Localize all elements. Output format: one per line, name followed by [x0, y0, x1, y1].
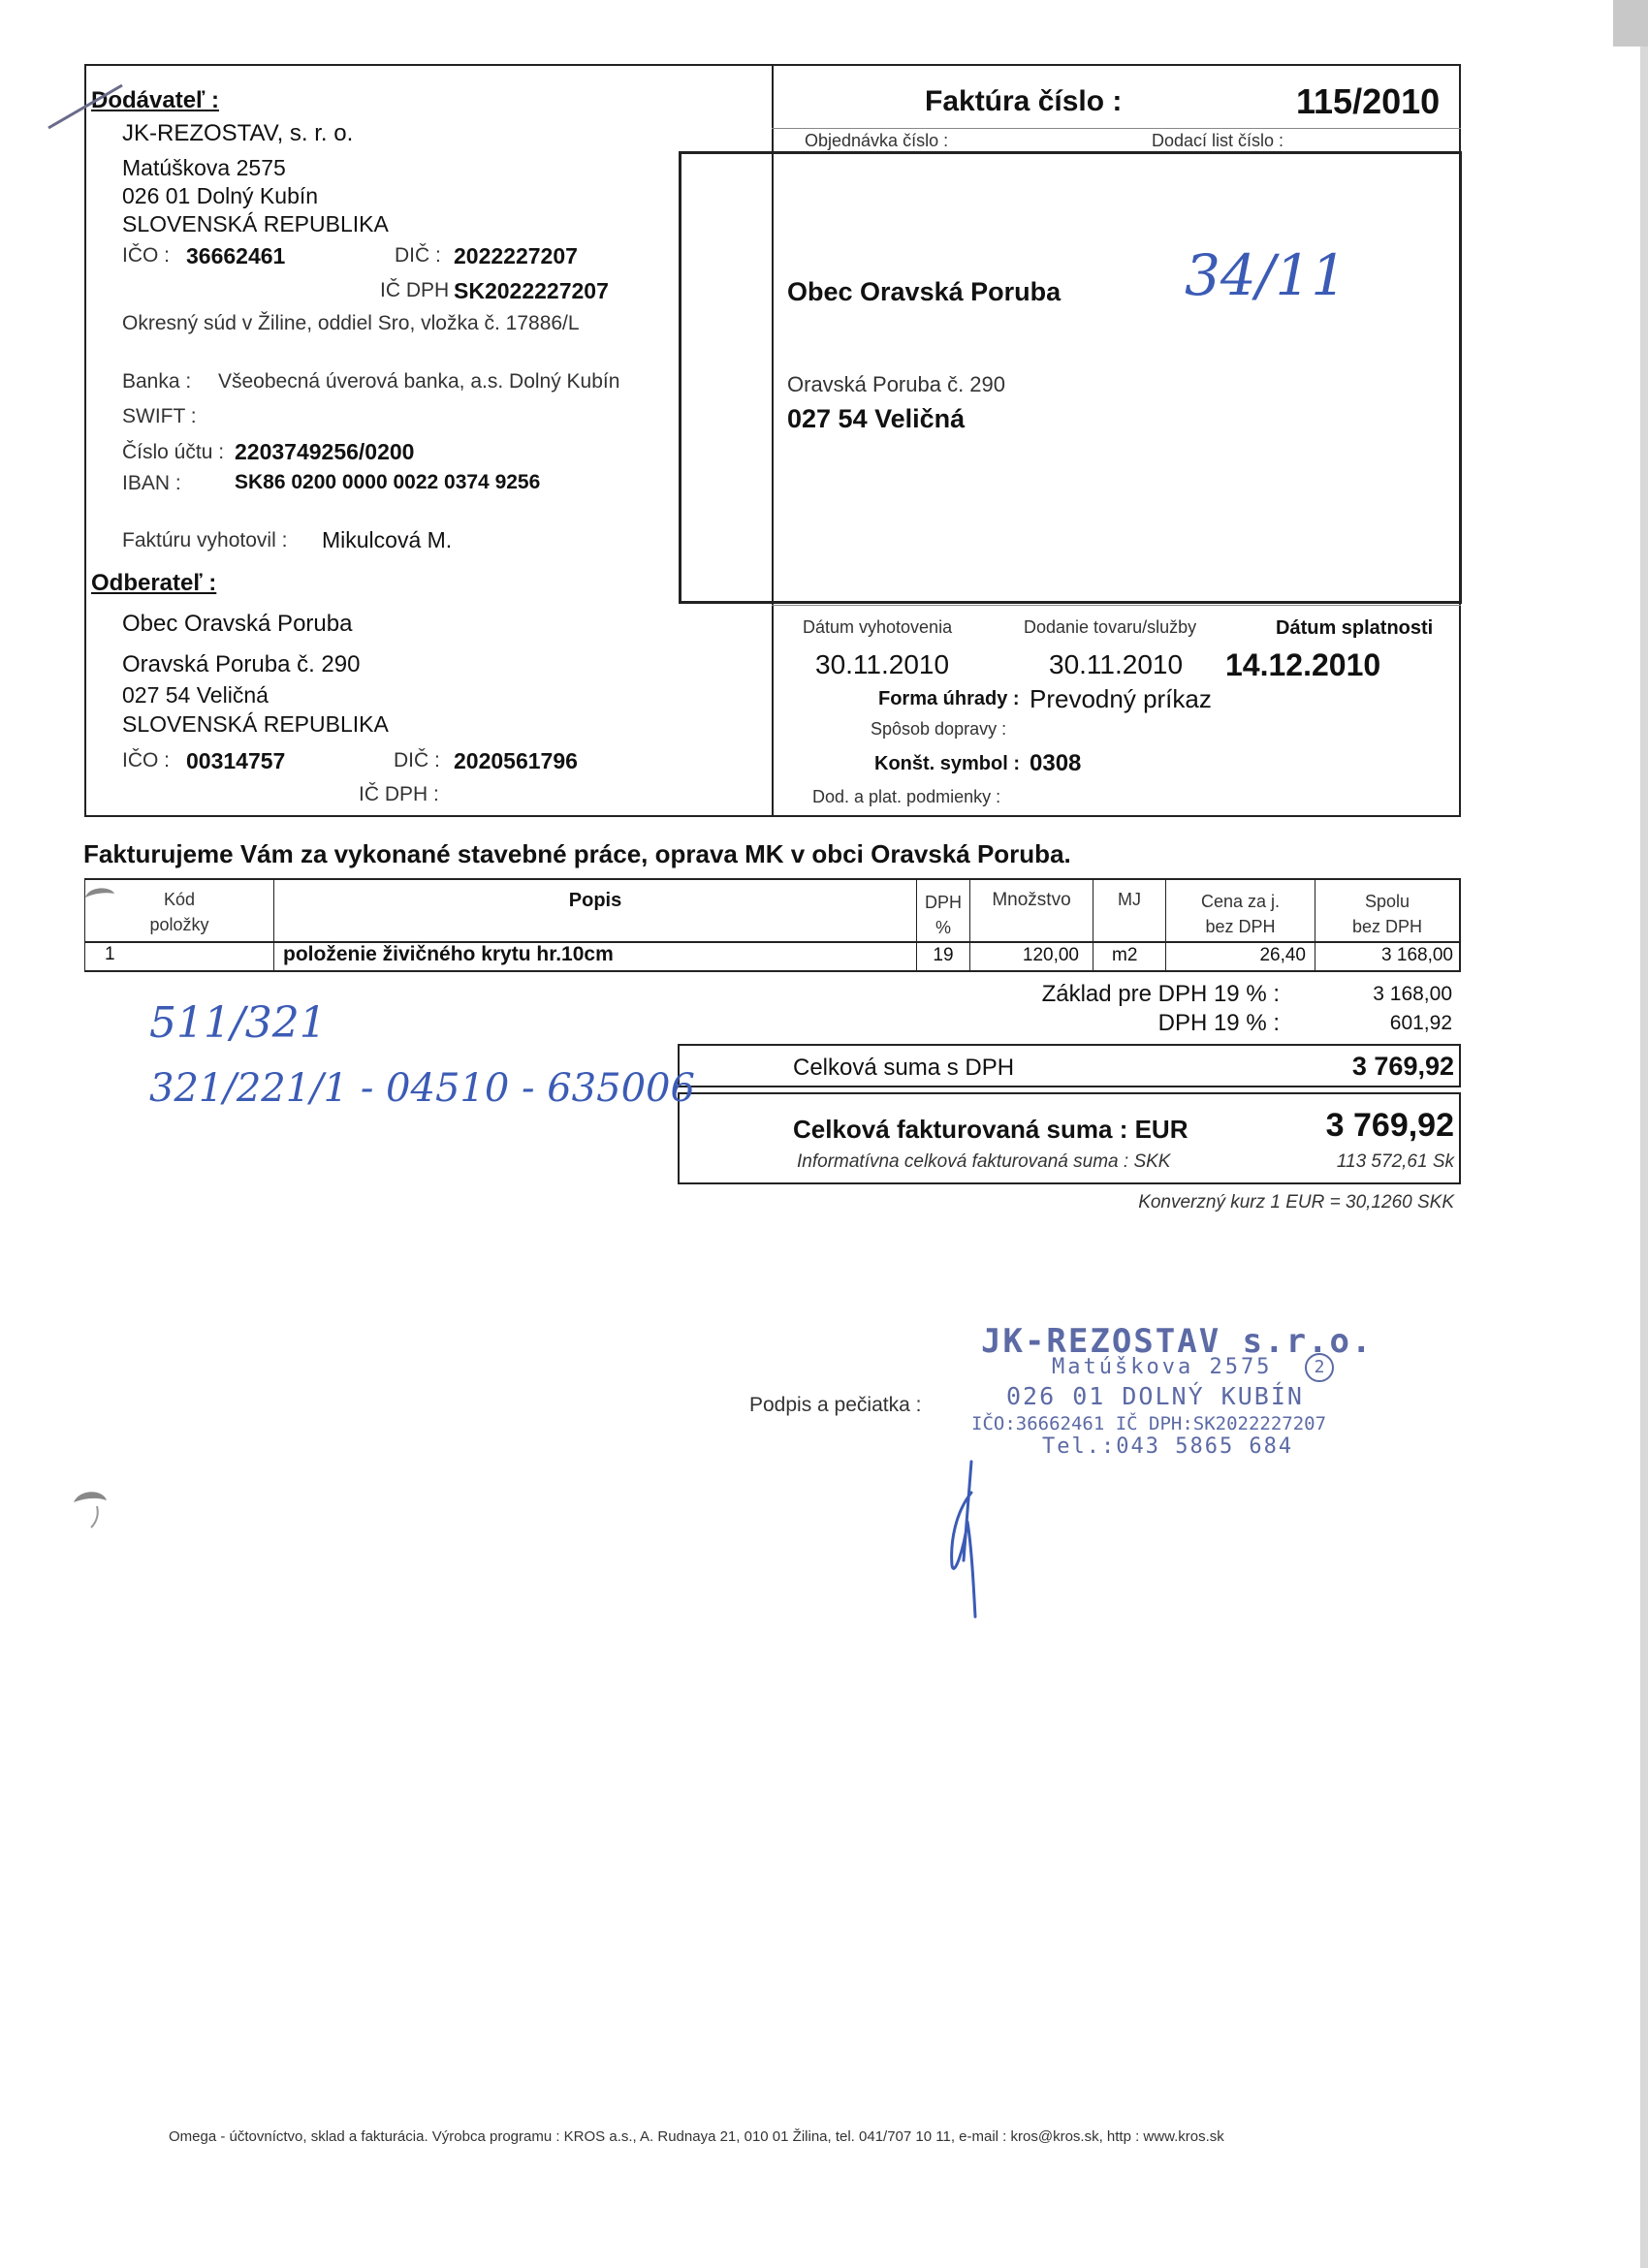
invoice-number: 115/2010	[1296, 81, 1441, 121]
supplier-bank-value: Všeobecná úverová banka, a.s. Dolný Kubín	[218, 370, 620, 393]
supplier-ico-label: IČO :	[122, 244, 171, 267]
customer-dic-value: 2020561796	[454, 748, 578, 773]
handwritten-note-2: 321/221/1 - 04510 - 635006	[149, 1066, 695, 1111]
table-top-line	[84, 878, 1461, 880]
delivery-terms-label: Dod. a plat. podmienky :	[812, 787, 1001, 806]
supplier-city: 026 01 Dolný Kubín	[122, 183, 319, 208]
row-description: položenie živičného krytu hr.10cm	[283, 943, 614, 965]
payment-method-value: Prevodný príkaz	[1030, 684, 1212, 713]
customer-icdph-label: IČ DPH :	[359, 783, 439, 805]
supplier-issuer-label: Faktúru vyhotovil :	[122, 529, 288, 551]
row-vat: 19	[933, 945, 954, 965]
stamp-mark: 2	[1305, 1353, 1334, 1382]
constant-symbol-value: 0308	[1030, 750, 1082, 776]
row-code: 1	[105, 944, 115, 964]
supplier-account-value: 2203749256/0200	[235, 439, 415, 464]
frame-bottom-line	[84, 815, 1461, 817]
table-right-line	[1459, 878, 1461, 971]
customer-country: SLOVENSKÁ REPUBLIKA	[122, 711, 389, 737]
recipient-street: Oravská Poruba č. 290	[787, 372, 1006, 396]
supplier-country: SLOVENSKÁ REPUBLIKA	[122, 211, 389, 236]
constant-symbol-label: Konšt. symbol :	[874, 753, 1021, 774]
skk-total-label: Informatívna celková fakturovaná suma : SKK	[797, 1151, 1171, 1172]
header-total-2: bez DPH	[1351, 917, 1423, 936]
supplier-issuer-value: Mikulcová M.	[322, 527, 453, 552]
invoice-intro: Fakturujeme Vám za vykonané stavebné práce, oprava MK v obci Oravská Poruba.	[83, 839, 1071, 868]
punch-hole-bottom	[68, 1485, 116, 1533]
supplier-iban-value: SK86 0200 0000 0022 0374 9256	[235, 471, 541, 493]
recipient-name: Obec Oravská Poruba	[787, 277, 1062, 306]
customer-heading: Odberateľ :	[91, 570, 217, 596]
supplier-court: Okresný súd v Žiline, oddiel Sro, vložka č. 17886/L	[122, 312, 580, 334]
supplier-heading: Dodávateľ :	[91, 87, 219, 113]
header-unit-price: Cena za j.	[1200, 892, 1281, 911]
frame-left-line	[84, 64, 86, 816]
header-description: Popis	[568, 890, 622, 911]
pen-stroke-mark	[41, 78, 128, 136]
punch-hole-top	[81, 884, 120, 923]
delivery-note-label: Dodací list číslo :	[1152, 131, 1284, 150]
skk-total-value: 113 572,61 Sk	[1336, 1151, 1454, 1172]
total-with-vat-value: 3 769,92	[1351, 1052, 1454, 1081]
header-vat-2: %	[935, 918, 951, 937]
payment-method-label: Forma úhrady :	[878, 688, 1020, 709]
recipient-city: 027 54 Veličná	[787, 404, 966, 433]
invoice-title-divider	[772, 128, 1461, 129]
footer-text: Omega - účtovníctvo, sklad a fakturácia. Výrobca programu : KROS a.s., A. Rudnaya 21, 010 01 Žilina, tel. 041/707 10 11, e-mail : kros@kros.sk, http : www.kros.sk	[169, 2128, 1224, 2145]
header-code: Kód	[163, 890, 196, 909]
customer-dic-label: DIČ :	[394, 749, 440, 772]
table-bottom-line	[84, 970, 1461, 972]
vat-base-value: 3 168,00	[1373, 983, 1452, 1005]
delivery-date-value: 30.11.2010	[1049, 649, 1184, 679]
header-total: Spolu	[1364, 892, 1410, 911]
transport-label: Spôsob dopravy :	[871, 719, 1007, 739]
handwritten-signature	[942, 1454, 1000, 1623]
scan-edge-top	[1613, 0, 1648, 47]
row-unit: m2	[1112, 945, 1138, 965]
invoice-title: Faktúra číslo :	[925, 85, 1123, 117]
supplier-street: Matúškova 2575	[122, 155, 286, 180]
delivery-date-label: Dodanie tovaru/služby	[1024, 617, 1197, 637]
supplier-name: JK-REZOSTAV, s. r. o.	[122, 120, 354, 146]
stamp-city: 026 01 DOLNÝ KUBÍN	[1006, 1382, 1304, 1410]
supplier-dic-value: 2022227207	[454, 243, 578, 268]
header-code-2: položky	[149, 915, 209, 934]
invoiced-total-label: Celková fakturovaná suma : EUR	[793, 1115, 1188, 1144]
supplier-icdph-label: IČ DPH :	[380, 279, 460, 301]
handwritten-note-1: 511/321	[149, 998, 327, 1048]
supplier-iban-label: IBAN :	[122, 472, 181, 494]
stamp-telephone: Tel.:043 5865 684	[1042, 1434, 1294, 1459]
scan-edge-right	[1640, 47, 1648, 2268]
stamp-company-name: JK-REZOSTAV s.r.o.	[981, 1322, 1374, 1361]
supplier-bank-label: Banka :	[122, 370, 192, 393]
vat-label: DPH 19 % :	[1157, 1010, 1280, 1036]
issue-date-value: 30.11.2010	[815, 649, 950, 679]
vat-value: 601,92	[1389, 1012, 1452, 1034]
row-quantity: 120,00	[1022, 945, 1079, 965]
header-unit: MJ	[1118, 890, 1141, 909]
due-date-label: Dátum splatnosti	[1276, 617, 1434, 639]
row-total: 3 168,00	[1381, 945, 1453, 965]
dates-divider	[772, 605, 1461, 606]
supplier-icdph-value: SK2022227207	[454, 278, 609, 303]
header-vat: DPH	[924, 893, 962, 912]
order-number-label: Objednávka číslo :	[805, 131, 949, 150]
handwritten-reference: 34/11	[1185, 242, 1347, 308]
header-unit-price-2: bez DPH	[1205, 917, 1276, 936]
due-date-value: 14.12.2010	[1225, 647, 1381, 682]
supplier-account-label: Číslo účtu :	[122, 441, 225, 463]
supplier-swift-label: SWIFT :	[122, 405, 197, 427]
supplier-ico-value: 36662461	[186, 243, 286, 268]
vat-base-label: Základ pre DPH 19 % :	[1041, 981, 1280, 1007]
issue-date-label: Dátum vyhotovenia	[803, 617, 953, 637]
stamp-ids: IČO:36662461 IČ DPH:SK2022227207	[971, 1413, 1327, 1434]
stamp-street: Matúškova 2575	[1052, 1355, 1273, 1379]
supplier-dic-label: DIČ :	[395, 244, 441, 267]
customer-ico-value: 00314757	[186, 748, 286, 773]
header-quantity: Množstvo	[992, 890, 1071, 910]
customer-name: Obec Oravská Poruba	[122, 611, 353, 637]
customer-street: Oravská Poruba č. 290	[122, 651, 361, 677]
customer-city: 027 54 Veličná	[122, 682, 269, 708]
total-with-vat-label: Celková suma s DPH	[793, 1055, 1015, 1081]
invoiced-total-value: 3 769,92	[1325, 1107, 1454, 1144]
conversion-rate: Konverzný kurz 1 EUR = 30,1260 SKK	[1138, 1192, 1454, 1213]
row-unit-price: 26,40	[1259, 945, 1306, 965]
customer-ico-label: IČO :	[122, 749, 171, 772]
signature-label: Podpis a pečiatka :	[749, 1394, 922, 1416]
